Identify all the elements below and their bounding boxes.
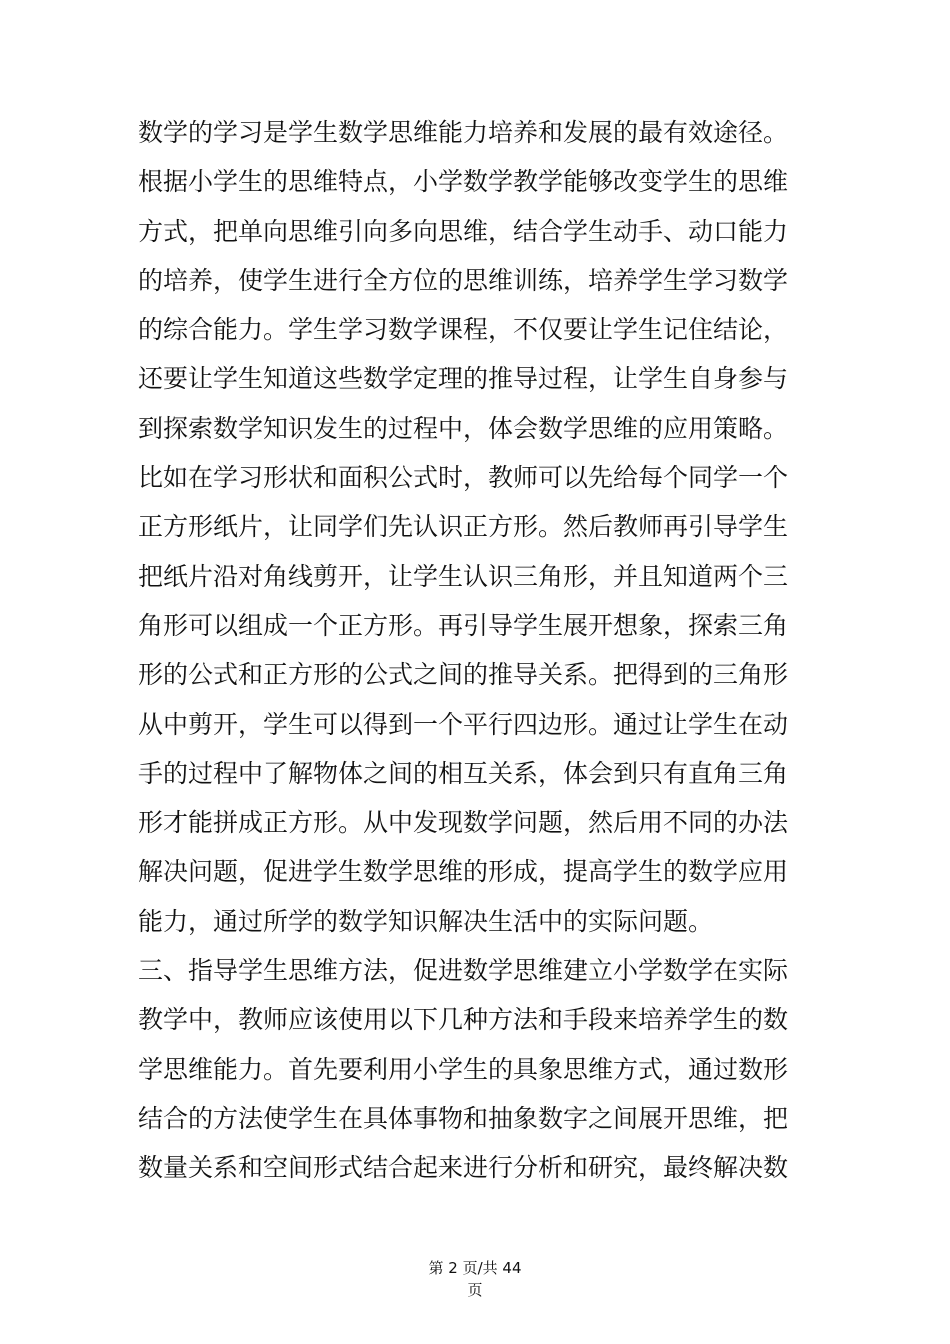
- page-number-line-1: 第 2 页/共 44: [428, 1259, 522, 1277]
- text-line: 结合的方法使学生在具体事物和抽象数字之间展开思维，把: [138, 1103, 789, 1133]
- text-line: 形的公式和正方形的公式之间的推导关系。把得到的三角形: [138, 660, 789, 690]
- document-body: [138, 108, 818, 1193]
- text-line: 数学的学习是学生数学思维能力培养和发展的最有效途径。: [138, 118, 789, 147]
- text-line: 根据小学生的思维特点，小学数学教学能够改变学生的思维: [138, 167, 789, 197]
- text-line: 的培养，使学生进行全方位的思维训练，培养学生学习数学: [138, 265, 789, 295]
- text-line: 教学中，教师应该使用以下几种方法和手段来培养学生的数: [138, 1005, 789, 1035]
- page-number-footer: [0, 1257, 950, 1301]
- text-line: 能力，通过所学的数学知识解决生活中的实际问题。: [138, 906, 714, 936]
- text-line: 比如在学习形状和面积公式时，教师可以先给每个同学一个: [138, 463, 789, 493]
- text-line: 数量关系和空间形式结合起来进行分析和研究，最终解决数: [138, 1153, 789, 1183]
- text-line: 解决问题，促进学生数学思维的形成，提高学生的数学应用: [138, 857, 789, 887]
- section-heading-line: 三、指导学生思维方法，促进数学思维建立小学数学在实际: [138, 956, 789, 986]
- text-line: 正方形纸片，让同学们先认识正方形。然后教师再引导学生: [138, 512, 789, 542]
- text-line: 方式，把单向思维引向多向思维，结合学生动手、动口能力: [138, 216, 789, 246]
- text-line: 学思维能力。首先要利用小学生的具象思维方式，通过数形: [138, 1054, 789, 1084]
- text-line: 手的过程中了解物体之间的相互关系，体会到只有直角三角: [138, 758, 789, 788]
- text-line: 角形可以组成一个正方形。再引导学生展开想象，探索三角: [138, 610, 789, 640]
- page-number-line-2: 页: [467, 1281, 483, 1299]
- text-line: 的综合能力。学生学习数学课程，不仅要让学生记住结论，: [138, 315, 789, 345]
- text-line: 把纸片沿对角线剪开，让学生认识三角形，并且知道两个三: [138, 561, 789, 591]
- text-line: 从中剪开，学生可以得到一个平行四边形。通过让学生在动: [138, 709, 789, 739]
- text-line: 形才能拼成正方形。从中发现数学问题，然后用不同的办法: [138, 808, 789, 838]
- text-line: 还要让学生知道这些数学定理的推导过程，让学生自身参与: [138, 364, 789, 394]
- text-line: 到探索数学知识发生的过程中，体会数学思维的应用策略。: [138, 413, 789, 443]
